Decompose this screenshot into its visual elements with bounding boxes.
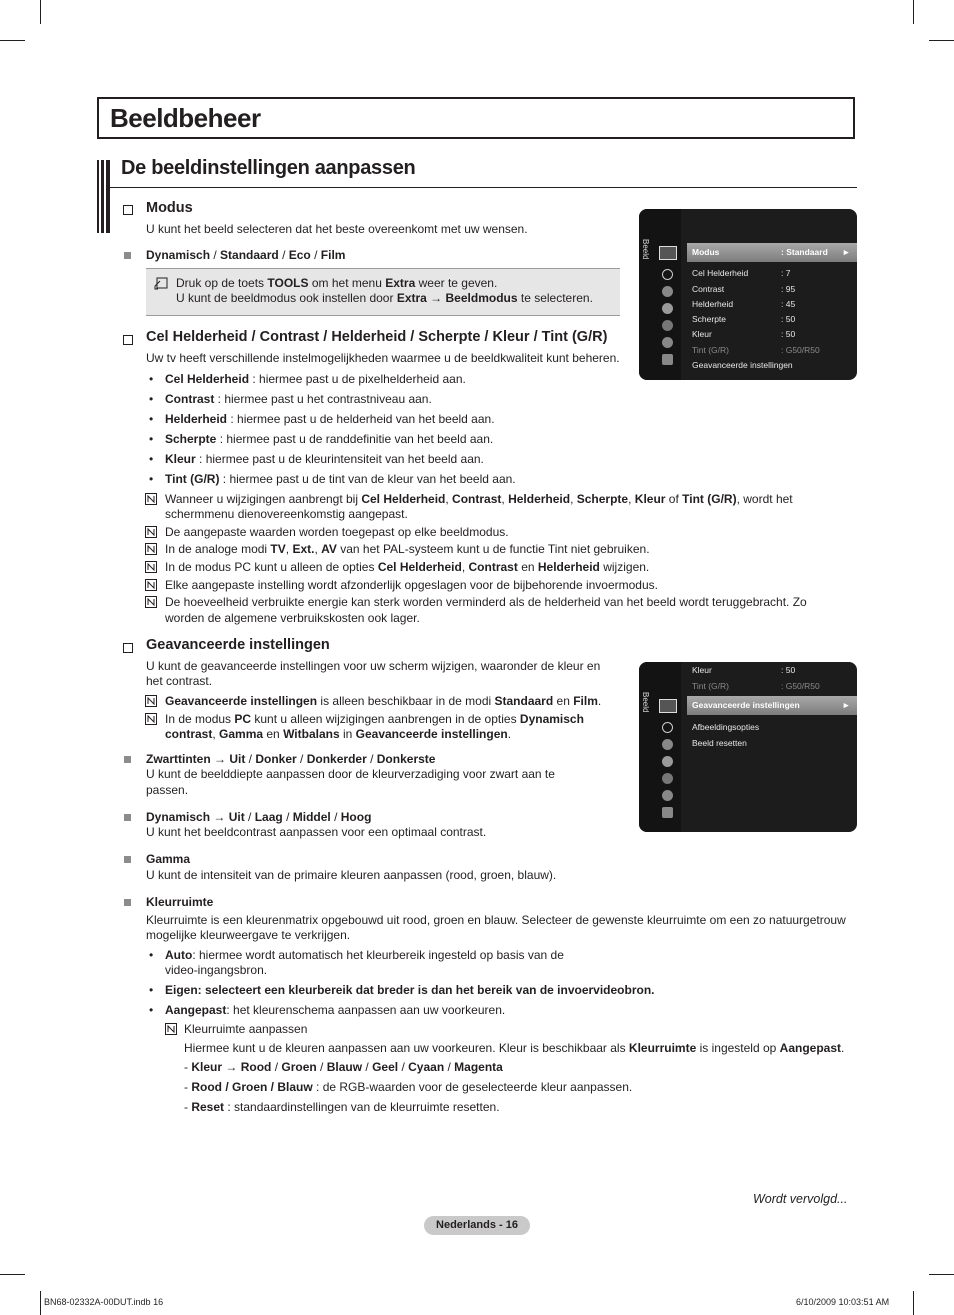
- menu-vertical-label: Beeld: [641, 692, 650, 713]
- cel-note-6-line2: worden de algemene verbruikskosten ook lager.: [165, 611, 420, 625]
- menu-highlight-modus: Modus : Standaard ►: [687, 243, 857, 262]
- menu-highlight-advanced: Geavanceerde instellingen ►: [687, 696, 857, 715]
- menu-item: Geavanceerde instellingen: [692, 360, 793, 370]
- kleurruimte-sub-desc: Hiermee kunt u de kleuren aanpassen aan uw voorkeuren. Kleur is beschikbaar als Kleurruimte is ingesteld op Aangepast.: [184, 1041, 845, 1055]
- zwart-desc-2: passen.: [146, 783, 189, 797]
- modus-desc: U kunt het beeld selecteren dat het beste overeenkomt met uw wensen.: [146, 222, 528, 236]
- square-bullet-icon: [124, 756, 131, 763]
- cel-bullet: Contrast : hiermee past u het contrastniveau aan.: [165, 392, 432, 406]
- dyn-desc: U kunt het beeldcontrast aanpassen voor een optimaal contrast.: [146, 825, 487, 839]
- menu-item: Scherpte: [692, 314, 727, 324]
- file-label: BN68-02332A-00DUT.indb 16: [44, 1297, 164, 1307]
- square-bullet-icon: [124, 252, 131, 259]
- cel-note-5: Elke aangepaste instelling wordt afzonderlijk opgeslagen voor de bijbehorende invoermodus.: [165, 578, 658, 592]
- input-icon: [662, 773, 673, 784]
- cel-bullet: Tint (G/R) : hiermee past u de tint van de kleur van het beeld aan.: [165, 472, 516, 486]
- note-icon: [145, 596, 157, 608]
- page-title-box: [97, 97, 855, 139]
- advanced-menu-screenshot: [639, 662, 857, 832]
- square-bullet-icon: [124, 899, 131, 906]
- kleur-auto-line2: video-ingangsbron.: [165, 963, 268, 977]
- cel-bullet: Scherpte : hiermee past u de randdefinitie van het beeld aan.: [165, 432, 494, 446]
- adv-note-2: In de modus PC kunt u alleen wijzigingen aanbrengen in de opties Dynamisch: [165, 712, 584, 726]
- menu-item: Contrast: [692, 284, 725, 294]
- dyn-options: Dynamisch → Uit / Laag / Middel / Hoog: [146, 810, 372, 824]
- setup-icon: [662, 303, 673, 314]
- menu-item: Afbeeldingsopties: [692, 722, 760, 732]
- menu-value: : G50/R50: [781, 681, 820, 691]
- menu-item: Tint (G/R): [692, 681, 729, 691]
- menu-item: Beeld resetten: [692, 738, 747, 748]
- cel-desc: Uw tv heeft verschillende instelmogelijkheden waarmee u de beeldkwaliteit kunt beheren.: [146, 351, 620, 365]
- cel-bullet: Cel Helderheid : hiermee past u de pixelhelderheid aan.: [165, 372, 466, 386]
- page-title: Beeldbeheer: [110, 103, 261, 133]
- note-icon: [145, 493, 157, 505]
- zwart-desc-1: U kunt de beelddiepte aanpassen door de kleurverzadiging voor zwart aan te: [146, 767, 555, 781]
- checkbox-icon: [123, 335, 133, 345]
- cel-note-1-line2: schermmenu dienovereenkomstig aangepast.: [165, 507, 408, 521]
- heading-advanced: Geavanceerde instellingen: [146, 637, 330, 653]
- application-icon: [662, 790, 673, 801]
- menu-item: Tint (G/R): [692, 345, 729, 355]
- menu-value: : 50: [781, 665, 796, 675]
- bullet: •: [149, 983, 154, 997]
- tip-line-2: U kunt de beeldmodus ook instellen door Extra → Beeldmodus te selecteren.: [176, 291, 593, 305]
- setup-icon: [662, 756, 673, 767]
- note-icon: [145, 526, 157, 538]
- heading-cel: Cel Helderheid / Contrast / Helderheid / Scherpte / Kleur / Tint (G/R): [146, 329, 608, 345]
- menu-vertical-label: Beeld: [641, 239, 650, 260]
- kleur-heading: Kleurruimte: [146, 895, 214, 909]
- kleur-eigen: Eigen: selecteert een kleurbereik dat breder is dan het bereik van de invoervideobron.: [165, 983, 655, 997]
- adv-desc-2: het contrast.: [146, 674, 213, 688]
- picture-icon: [659, 699, 677, 713]
- adv-note-1: Geavanceerde instellingen is alleen beschikbaar in de modi Standaard en Film.: [165, 694, 602, 708]
- dash-reset: - Reset : standaardinstellingen van de kleurruimte resetten.: [184, 1100, 500, 1114]
- page-number: Nederlands - 16: [424, 1216, 530, 1235]
- application-icon: [662, 337, 673, 348]
- kleur-aangepast: Aangepast: het kleurenschema aanpassen aan uw voorkeuren.: [165, 1003, 506, 1017]
- cel-note-4: In de modus PC kunt u alleen de opties Cel Helderheid, Contrast en Helderheid wijzigen.: [165, 560, 650, 574]
- section-marker: [97, 160, 110, 233]
- bullet: •: [149, 948, 154, 962]
- bullet: •: [149, 472, 154, 486]
- menu-value: : 50: [781, 314, 796, 324]
- kleur-desc-2: mogelijke kleurweergave te verkrijgen.: [146, 928, 351, 942]
- channel-icon: [662, 739, 673, 750]
- picture-icon: [659, 246, 677, 260]
- cel-note-1: Wanneer u wijzigingen aanbrengt bij Cel Helderheid, Contrast, Helderheid, Scherpte, Kleur of Tint (G/R), wordt het: [165, 492, 793, 506]
- cel-bullet: Helderheid : hiermee past u de helderheid van het beeld aan.: [165, 412, 495, 426]
- kleur-desc-1: Kleurruimte is een kleurenmatrix opgebouwd uit rood, groen en blauw. Selecteer de gewenste kleurruimte om een zo natuurgetrouw: [146, 913, 846, 927]
- note-icon: [145, 543, 157, 555]
- note-icon: [145, 713, 157, 725]
- input-icon: [662, 320, 673, 331]
- note-icon: [145, 561, 157, 573]
- heading-modus: Modus: [146, 200, 193, 216]
- sound-icon: [662, 722, 673, 733]
- picture-menu-screenshot: [639, 209, 857, 380]
- gamma-desc: U kunt de intensiteit van de primaire kleuren aanpassen (rood, groen, blauw).: [146, 868, 557, 882]
- sound-icon: [662, 269, 673, 280]
- adv-desc-1: U kunt de geavanceerde instellingen voor uw scherm wijzigen, waaronder de kleur en: [146, 659, 601, 673]
- menu-item: Cel Helderheid: [692, 268, 749, 278]
- menu-value: : 95: [781, 284, 796, 294]
- section-rule: [110, 187, 857, 188]
- menu-value: : 7: [781, 268, 791, 278]
- bullet: •: [149, 452, 154, 466]
- kleur-auto: Auto: hiermee wordt automatisch het kleurbereik ingesteld op basis van de: [165, 948, 564, 962]
- checkbox-icon: [123, 205, 133, 215]
- cel-note-2: De aangepaste waarden worden toegepast op elke beeldmodus.: [165, 525, 509, 539]
- dash-rgb: - Rood / Groen / Blauw : de RGB-waarden voor de geselecteerde kleur aanpassen.: [184, 1080, 633, 1094]
- section-title: De beeldinstellingen aanpassen: [121, 157, 416, 179]
- square-bullet-icon: [124, 856, 131, 863]
- tools-note-icon: [154, 277, 168, 290]
- adv-note-2-line2: contrast, Gamma en Witbalans in Geavanceerde instellingen.: [165, 727, 512, 741]
- bullet: •: [149, 372, 154, 386]
- menu-value: : 50: [781, 329, 796, 339]
- support-icon: [662, 807, 673, 818]
- date-label: 6/10/2009 10:03:51 AM: [796, 1297, 890, 1307]
- gamma-heading: Gamma: [146, 852, 191, 866]
- bullet: •: [149, 412, 154, 426]
- bullet: •: [149, 432, 154, 446]
- modus-options: Dynamisch / Standaard / Eco / Film: [146, 248, 346, 262]
- menu-item: Kleur: [692, 329, 712, 339]
- cel-note-6: De hoeveelheid verbruikte energie kan sterk worden verminderd als de helderheid van het beeld wordt teruggebracht. Zo: [165, 595, 807, 609]
- zwart-options: Zwarttinten → Uit / Donker / Donkerder / Donkerste: [146, 752, 436, 766]
- continued-label: Wordt vervolgd...: [753, 1192, 848, 1206]
- channel-icon: [662, 286, 673, 297]
- bullet: •: [149, 392, 154, 406]
- square-bullet-icon: [124, 814, 131, 821]
- note-icon: [165, 1023, 177, 1035]
- note-icon: [145, 695, 157, 707]
- menu-item: Kleur: [692, 665, 712, 675]
- bullet: •: [149, 1003, 154, 1017]
- menu-value: : 45: [781, 299, 796, 309]
- menu-item: Helderheid: [692, 299, 734, 309]
- checkbox-icon: [123, 643, 133, 653]
- cel-bullet: Kleur : hiermee past u de kleurintensiteit van het beeld aan.: [165, 452, 484, 466]
- cel-note-3: In de analoge modi TV, Ext., AV van het PAL-systeem kunt u de functie Tint niet gebruiken.: [165, 542, 650, 556]
- menu-value: : G50/R50: [781, 345, 820, 355]
- tip-line-1: Druk op de toets TOOLS om het menu Extra weer te geven.: [176, 276, 498, 290]
- kleurruimte-sub: Kleurruimte aanpassen: [184, 1022, 308, 1036]
- dash-kleur: - Kleur → Rood / Groen / Blauw / Geel / Cyaan / Magenta: [184, 1060, 503, 1074]
- support-icon: [662, 354, 673, 365]
- note-icon: [145, 579, 157, 591]
